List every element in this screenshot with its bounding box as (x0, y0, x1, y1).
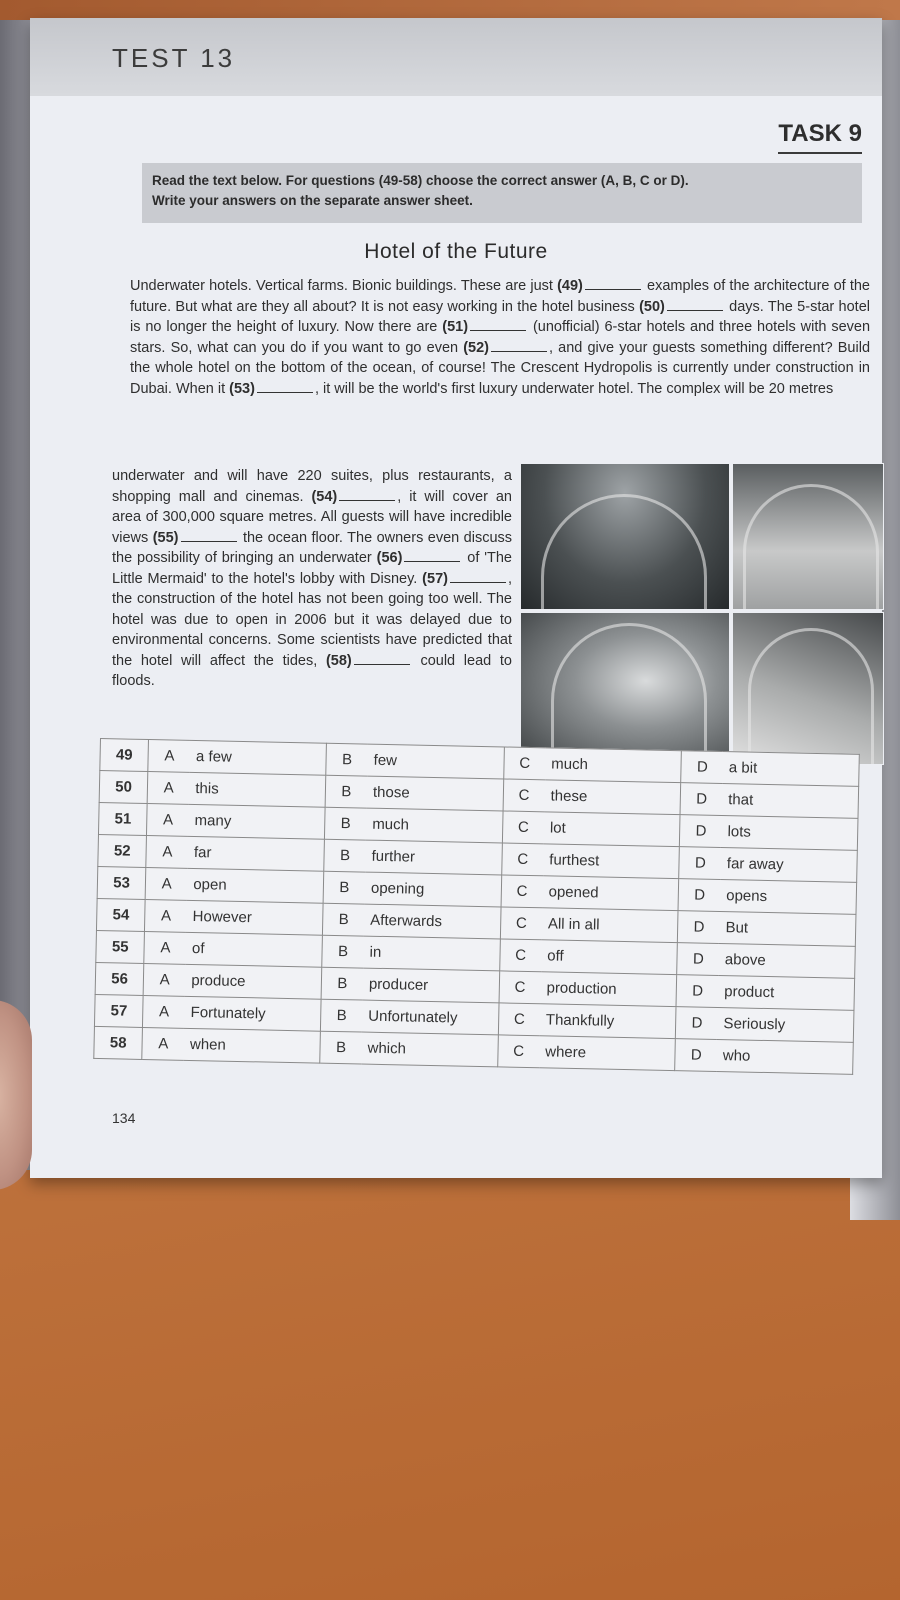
answer-options-table (93, 738, 860, 1075)
article-paragraph-left (112, 466, 512, 692)
option-letter-cell: C (501, 875, 543, 908)
option-letter-cell: C (501, 843, 543, 876)
question-number-cell: 53 (97, 866, 146, 899)
finger (0, 1000, 32, 1190)
question-number-cell: 58 (94, 1026, 143, 1059)
arch-shape (743, 484, 879, 610)
option-text-cell: produce (185, 964, 322, 999)
article-text: , it will be the world's first luxury underwater hotel. The complex will be 20 metres (314, 380, 834, 397)
option-text-cell: who (717, 1039, 854, 1074)
answer-gap (181, 541, 237, 542)
question-number-cell: 49 (100, 739, 149, 772)
article-text: (unofficial) 6-star hotels and three hotels with seven stars. So, what can you do if you want to go even (130, 319, 871, 356)
option-letter-cell: A (148, 740, 190, 773)
option-text-cell: in (363, 936, 500, 971)
option-text-cell: off (541, 940, 678, 975)
option-text-cell: this (189, 772, 326, 807)
option-letter-cell: B (321, 967, 363, 1000)
option-letter-cell: D (680, 815, 722, 848)
question-number: (55) (152, 529, 179, 546)
option-letter-cell: D (676, 1007, 718, 1040)
answer-gap (354, 664, 410, 665)
option-letter-cell: A (145, 899, 187, 932)
option-letter-cell: C (499, 971, 541, 1004)
hotel-photo-3 (520, 612, 730, 765)
option-text-cell: these (544, 780, 681, 815)
option-text-cell: lots (721, 816, 858, 851)
task-title: TASK 9 (778, 120, 862, 154)
option-text-cell: Thankfully (540, 1004, 677, 1039)
test-title: TEST 13 (112, 43, 236, 73)
option-text-cell: those (367, 776, 504, 811)
answer-gap (491, 351, 547, 352)
question-number: (58) (325, 652, 352, 669)
article-title: Hotel of the Future (364, 240, 548, 263)
article-text: days. The 5-star hotel is no longer the height of luxury. Now there are (130, 298, 870, 335)
option-text-cell: open (187, 868, 324, 903)
option-letter-cell: D (679, 847, 721, 880)
question-number: (53) (229, 380, 255, 397)
question-number-cell: 54 (96, 898, 145, 931)
instruction-box (142, 163, 862, 223)
question-number-cell: 56 (95, 962, 144, 995)
option-text-cell: But (719, 912, 856, 947)
arch-shape (541, 494, 707, 610)
option-text-cell: Unfortunately (362, 1000, 499, 1035)
instruction-line-1: Read the text below. For questions (49-58) choose the correct answer (A, B, C or D). (152, 173, 689, 188)
option-letter-cell: A (142, 1027, 184, 1060)
option-letter-cell: D (680, 783, 722, 816)
option-letter-cell: C (499, 939, 541, 972)
option-text-cell: All in all (542, 908, 679, 943)
answer-gap (667, 310, 723, 311)
option-text-cell: a few (190, 740, 327, 775)
question-number: (52) (463, 339, 490, 356)
option-text-cell: above (719, 944, 856, 979)
textbook-page (30, 18, 882, 1178)
article-text: Underwater hotels. Vertical farms. Bionic buildings. These are just (130, 278, 553, 294)
answer-gap (585, 289, 641, 290)
option-text-cell: that (722, 784, 859, 819)
question-number: (50) (639, 298, 665, 315)
photo-collage (520, 463, 882, 763)
option-text-cell: many (188, 804, 325, 839)
arch-shape (551, 623, 707, 765)
option-letter-cell: B (323, 871, 365, 904)
arch-shape (748, 628, 874, 765)
option-text-cell: production (540, 972, 677, 1007)
question-number-cell: 57 (94, 994, 143, 1027)
option-text-cell: of (186, 932, 323, 967)
option-letter-cell: C (497, 1035, 539, 1068)
option-letter-cell: C (503, 747, 545, 780)
option-text-cell: far away (721, 848, 858, 883)
option-letter-cell: A (143, 963, 185, 996)
option-letter-cell: D (677, 943, 719, 976)
option-letter-cell: D (675, 1039, 717, 1072)
option-text-cell: when (184, 1028, 321, 1063)
question-number-cell: 51 (98, 802, 147, 835)
option-text-cell: lot (544, 812, 681, 847)
option-letter-cell: D (678, 879, 720, 912)
option-text-cell: Seriously (717, 1007, 854, 1042)
option-text-cell: opened (542, 876, 679, 911)
hotel-photo-4 (732, 612, 884, 765)
question-number: (51) (442, 319, 469, 335)
question-number: (56) (376, 550, 403, 566)
answer-gap (450, 582, 506, 583)
option-letter-cell: A (145, 867, 187, 900)
question-number: (54) (311, 488, 338, 505)
option-letter-cell: B (324, 807, 366, 840)
question-number: (49) (557, 278, 583, 294)
option-text-cell: furthest (543, 844, 680, 879)
answer-gap (339, 500, 395, 501)
option-text-cell: much (545, 748, 682, 783)
article-text: , it will cover an area of 300,000 square metres. All guests will have incredible views (112, 488, 512, 546)
option-text-cell: further (365, 840, 502, 875)
article-paragraph-top (130, 276, 870, 399)
option-letter-cell: D (678, 911, 720, 944)
option-text-cell: opens (720, 880, 857, 915)
option-letter-cell: A (147, 804, 189, 837)
option-text-cell: However (186, 900, 323, 935)
answer-gap (470, 330, 526, 331)
hotel-photo-2 (732, 463, 884, 610)
option-letter-cell: C (503, 779, 545, 812)
option-letter-cell: A (147, 772, 189, 805)
question-number: (57) (422, 570, 448, 587)
option-text-cell: few (367, 744, 504, 779)
article-text: , and give your guests something different? Build the whole hotel on the bottom of the ocean, of course! The Crescent Hydropolis is currently under construction in Dubai. When it (130, 339, 871, 397)
option-letter-cell: B (320, 999, 362, 1032)
option-text-cell: Afterwards (364, 904, 501, 939)
instruction-line-2: Write your answers on the separate answer sheet. (152, 193, 473, 208)
option-text-cell: much (366, 808, 503, 843)
answer-gap (404, 561, 460, 562)
option-letter-cell: B (322, 903, 364, 936)
option-text-cell: opening (365, 872, 502, 907)
answer-gap (257, 392, 313, 393)
article-text: underwater and will have 220 suites, plus restaurants, a shopping mall and cinemas. (112, 468, 512, 505)
article-text: examples of the architecture of the future. But what are they all about? It is not easy working in the hotel business (130, 278, 870, 315)
option-text-cell: a bit (723, 752, 860, 787)
option-letter-cell: B (325, 775, 367, 808)
option-letter-cell: B (326, 743, 368, 776)
option-text-cell: product (718, 976, 855, 1011)
hotel-photo-1 (520, 463, 730, 610)
answer-table-body (94, 739, 860, 1075)
option-letter-cell: C (500, 907, 542, 940)
option-text-cell: producer (363, 968, 500, 1003)
option-text-cell: where (539, 1036, 676, 1071)
option-letter-cell: D (676, 975, 718, 1008)
option-text-cell: which (361, 1032, 498, 1067)
article-text: of 'The Little Mermaid' to the hotel's lobby with Disney. (112, 550, 512, 587)
option-letter-cell: B (320, 1031, 362, 1064)
article-text: the ocean floor. The owners even discuss the possibility of bringing an underwater (112, 529, 513, 566)
option-letter-cell: A (144, 931, 186, 964)
question-number-cell: 55 (96, 930, 145, 963)
option-text-cell: Fortunately (184, 996, 321, 1031)
option-letter-cell: A (146, 836, 188, 869)
question-number-cell: 50 (99, 771, 148, 804)
page-number: 134 (112, 1110, 136, 1126)
option-letter-cell: C (498, 1003, 540, 1036)
article-text: , the construction of the hotel has not been going too well. The hotel was due to open in 2006 but it was delayed due to environmental concerns. Some scientists have predicted that the hotel will affect the tides, (112, 570, 512, 669)
option-letter-cell: D (681, 751, 723, 784)
option-letter-cell: A (143, 995, 185, 1028)
option-letter-cell: B (324, 839, 366, 872)
option-letter-cell: C (502, 811, 544, 844)
option-text-cell: far (188, 836, 325, 871)
option-letter-cell: B (322, 935, 364, 968)
question-number-cell: 52 (98, 834, 147, 867)
article-text: could lead to floods. (112, 652, 512, 689)
